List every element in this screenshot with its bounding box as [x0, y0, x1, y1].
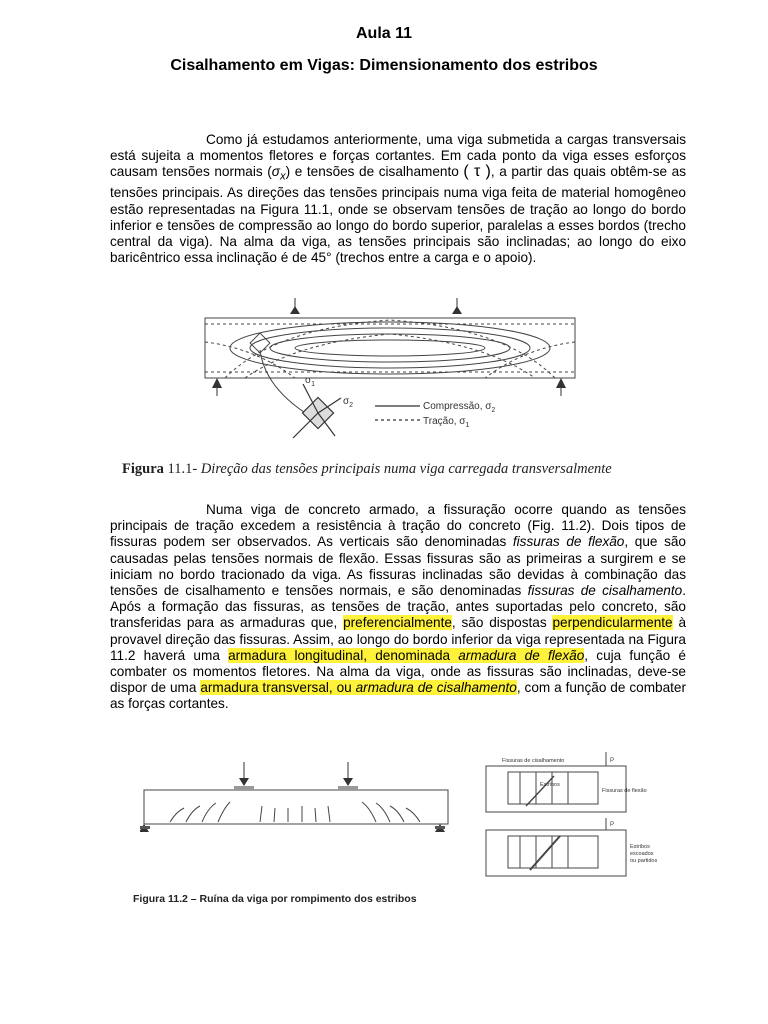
caption-prefix: Figura [122, 461, 164, 477]
label-stirrups: Estribos [540, 782, 560, 788]
highlighted-text: armadura longitudinal, denominada [228, 647, 459, 663]
highlighted-emphasis: armadura de flexão [458, 647, 585, 663]
svg-text:σ2 [343, 396, 353, 409]
label-broken-stirrups-line3: ou partidos [630, 858, 658, 864]
text-run: , a partir das quais obtêm-se as tensões principais. As direções das tensões principais numa viga feita de material homogêneo estão representadas na Figura 11.1, onde se observam tensões de tração ao longo do bordo inferior e tensões de compressão ao longo do bordo superior, paralelas a esses bordos (trecho central da viga). Na alma da viga, as tensões principais são inclinadas; ao longo do eixo baricêntrico essa inclinação é de 45 [110, 164, 686, 266]
caption-number: 11.1 [163, 461, 193, 477]
intro-paragraph [110, 132, 686, 266]
highlighted-text: armadura transversal, ou [200, 680, 356, 696]
degree-symbol: ° [326, 250, 332, 266]
label-flexural-cracks: Fissuras de flexão [602, 788, 647, 794]
sigma-subscript: x [279, 171, 286, 184]
sigma1-label: σ [305, 375, 312, 386]
svg-text:σ1 [305, 375, 315, 388]
text-run: Como já estudamos anteriormente, uma viga submetida a cargas transversais está sujeita a momentos fletores e forças cortantes. Em cada ponto da viga esses esforços causam tensões normais ( [110, 132, 686, 180]
text-run: Numa viga de concreto armado, a fissuração ocorre quando as tensões principais de tração excedem a resistência à tração do concreto (Fig. 11.2). Dois tipos de fissuras podem ser observados. As verticais são denominadas [110, 502, 686, 550]
text-run: ) e tensões de cisalhamento [285, 164, 464, 180]
text-run: , são dispostas [451, 615, 553, 631]
label-shear-cracks: Fissuras de cisalhamento [502, 758, 565, 764]
text-run: , com a função de combater as forças cortantes. [110, 680, 687, 712]
caption-text: - Direção das tensões principais numa viga carregada transversalmente [192, 461, 612, 477]
figure-principal-stresses [195, 298, 585, 456]
label-broken-stirrups-line2: escoados [630, 851, 654, 857]
figure-cracked-beam [140, 762, 458, 842]
sigma-symbol: σ [271, 164, 280, 180]
emphasis-term: fissuras de cisalhamento [527, 583, 683, 599]
label-load-p-top: P [610, 758, 615, 764]
emphasis-term: fissuras de flexão [512, 534, 625, 550]
legend-compression: Compressão, σ [423, 401, 492, 412]
svg-text:Compressão, σ2 [423, 401, 495, 414]
highlighted-emphasis: armadura de cisalhamento [355, 680, 517, 696]
label-load-p-bottom: P [610, 822, 615, 828]
legend-traction: Tração, σ [423, 416, 466, 427]
beam-bottom-outline [486, 830, 626, 876]
figure2-caption: Figura 11.2 – Ruína da viga por rompimento dos estribos [133, 893, 417, 905]
sigma2-subscript: 2 [349, 402, 354, 409]
highlighted-text: preferencialmente [343, 615, 452, 631]
figure1-caption [122, 461, 682, 478]
text-run: (trechos entre a carga e o apoio). [331, 250, 537, 266]
text-run: . Após a formação das fissuras, as tensões de tração, antes suportadas pelo concreto, são transferidas para as armaduras que, [110, 583, 686, 631]
text-run: , que são causadas pelas tensões normais de flexão. Essas fissuras são as primeiras a surgirem e se iniciam no bordo tracionado da viga. As fissuras inclinadas são devidas à combinação das tensões de cisalhamento e tensões normais, e são denominadas [110, 534, 686, 599]
highlighted-text: perpendicularmente [552, 615, 673, 631]
sigma1-subscript: 1 [311, 381, 316, 388]
figure-stirrup-failure [480, 752, 670, 887]
beam-outline [205, 318, 575, 378]
text-run: , cuja função é combater os momentos fletores. Na alma da viga, onde as fissuras são inclinadas, deve-se dispor de uma [110, 647, 686, 696]
page-title: Cisalhamento em Vigas: Dimensionamento dos estribos [170, 57, 598, 74]
lesson-heading: Aula 11 [355, 25, 413, 42]
sigma2-label: σ [343, 396, 350, 407]
tau-symbol: ( τ ) [463, 163, 491, 181]
label-broken-stirrups-line1: Estribos [630, 844, 650, 850]
legend-traction-subscript: 1 [465, 422, 470, 429]
svg-text:Tração, σ1 [423, 416, 469, 429]
legend-compression-subscript: 2 [491, 407, 496, 414]
body-paragraph [110, 502, 686, 713]
text-run: à provavel direção das fissuras. Assim, ao longo do bordo inferior da viga representada na Figura 11.2 haverá uma [110, 615, 686, 663]
